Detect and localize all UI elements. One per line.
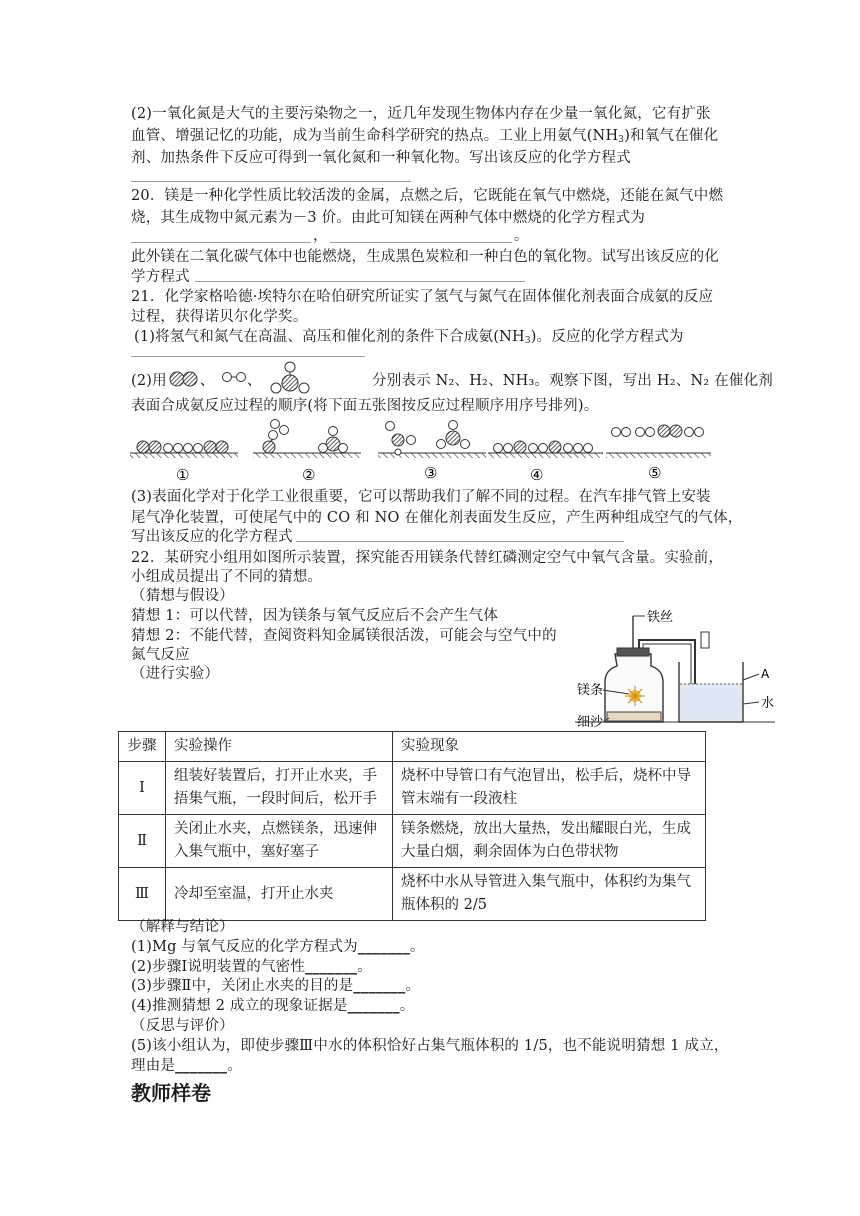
- q22-question-1: (1)Mg 与氧气反应的化学方程式为_______。: [131, 938, 425, 955]
- panel-label-4: ④: [530, 466, 544, 484]
- legend-sep-1: 、: [200, 373, 214, 389]
- q22-hypothesis-2b: 氮气反应: [131, 647, 190, 663]
- answer-blank-5[interactable]: _______: [175, 1057, 228, 1074]
- q22-hypothesis-2a: 猜想 2：不能代替，查阅资料知金属镁很活泼，可能会与空气中的: [131, 628, 557, 644]
- q21-line-2: 过程，获得诺贝尔化学奖。: [131, 309, 308, 325]
- header-operation: 实验操作: [166, 732, 393, 762]
- q19-line-3: 剂、加热条件下反应可得到一氧化氮和一种氧化物。写出该反应的化学方程式: [131, 150, 631, 166]
- q22-hypothesis-1: 猜想 1：可以代替，因为镁条与氧气反应后不会产生气体: [131, 608, 499, 624]
- panel-label-2: ②: [302, 466, 316, 484]
- q21-part2-line-2: 表面合成氨反应过程的顺序(将下面五张图按反应过程顺序用序号排列)。: [131, 398, 599, 414]
- q21-part1: (1)将氢气和氮气在高温、高压和催化剂的条件下合成氨$(NH_3)$。反应的化学方程式为: [134, 329, 684, 346]
- q20-separator: ，: [313, 228, 328, 244]
- q22-question-2: (2)步骤Ⅰ说明装置的气密性_______。: [131, 958, 372, 975]
- header-observation: 实验现象: [393, 732, 706, 762]
- answer-blank-3[interactable]: _______: [353, 977, 406, 994]
- apparatus-figure: [575, 604, 785, 734]
- row-operation: 冷却至室温，打开止水夹: [166, 868, 393, 921]
- q20-line-2: 烧，其生成物中氮元素为－3 价。由此可知镁在两种气体中燃烧的化学方程式为: [131, 210, 646, 226]
- row-observation: 烧杯中水从导管进入集气瓶中，体积约为集气瓶体积的 2/5: [393, 868, 706, 921]
- mg-flame-icon: [625, 686, 645, 706]
- q20-blank-c[interactable]: [195, 281, 525, 282]
- row-step: Ⅰ: [119, 762, 166, 815]
- answer-blank-1[interactable]: _______: [357, 938, 411, 955]
- q22-reflect-title: （反思与评价）: [131, 1018, 234, 1034]
- q21-part3-blank[interactable]: [296, 541, 624, 542]
- water-label: 水: [761, 696, 775, 711]
- row-operation: 组装好装置后，打开止水夹，手捂集气瓶，一段时间后，松开手: [166, 762, 393, 815]
- q19-line-1: (2)一氧化氮是大气的主要污染物之一，近几年发现生物体内存在少量一氧化氮，它有扩张: [131, 106, 711, 122]
- panel-label-3: ③: [424, 464, 438, 482]
- molecule-legend: [165, 357, 365, 397]
- q21-part2-head: (2)用: [131, 373, 167, 389]
- q20-line-5: 学方程式: [131, 269, 190, 285]
- q22-line-2: 小组成员提出了不同的猜想。: [131, 569, 323, 585]
- wire-label: 铁丝: [647, 610, 674, 625]
- header-step: 步骤: [119, 732, 166, 762]
- ribbon-label: 镁条: [577, 683, 604, 698]
- panel-1: [130, 441, 238, 484]
- n2-molecule-icon: [170, 372, 197, 386]
- row-step: Ⅱ: [119, 815, 166, 868]
- legend-sep-2: 、: [247, 373, 261, 389]
- q22-question-5-line-2: 理由是_______。: [131, 1057, 242, 1074]
- q22-question-3: (3)步骤Ⅱ中，关闭止水夹的目的是_______。: [131, 977, 421, 994]
- panel-label-1: ①: [176, 466, 190, 484]
- q20-line-3-end: 。: [514, 228, 529, 244]
- answer-blank-4[interactable]: _______: [347, 997, 400, 1014]
- row-observation: 镁条燃烧，放出大量热，发出耀眼白光，生成大量白烟，剩余固体为白色带状物: [393, 815, 706, 868]
- q22-conclusion-title: （解释与结论）: [131, 919, 234, 935]
- q22-question-5-line-1: (5)该小组认为，即使步骤Ⅲ中水的体积恰好占集气瓶体积的 1/5，也不能说明猜想 1 成立，: [131, 1038, 729, 1054]
- table-row: [119, 762, 706, 815]
- q21-part3-line-2: 尾气净化装置，可使尾气中的 CO 和 NO 在催化剂表面发生反应，产生两种组成空气的气体，: [131, 510, 743, 526]
- row-operation: 关闭止水夹，点燃镁条，迅速伸入集气瓶中，塞好塞子: [166, 815, 393, 868]
- row-observation: 烧杯中导管口有气泡冒出，松手后，烧杯中导管末端有一段液柱: [393, 762, 706, 815]
- q19-line-2: 血管、增强记忆的功能，成为当前生命科学研究的热点。工业上用氨气$(NH_3)$和氧气在催化: [131, 128, 719, 145]
- q21-part2-tail: 分别表示 N₂、H₂、NH₃。观察下图，写出 H₂、N₂ 在催化剂: [372, 373, 773, 389]
- q22-line-1: 22．某研究小组用如图所示装置，探究能否用镁条代替红磷测定空气中氧气含量。实验前，: [131, 550, 724, 566]
- table-header-row: [119, 732, 706, 762]
- row-step: Ⅲ: [119, 868, 166, 921]
- sand-label: 细沙: [577, 715, 604, 730]
- marker-label: A: [761, 667, 770, 681]
- q21-part3-line-1: (3)表面化学对于化学工业很重要，它可以帮助我们了解不同的过程。在汽车排气管上安装: [131, 489, 711, 505]
- q20-blank-b[interactable]: [330, 242, 512, 243]
- q22-experiment-title: （进行实验）: [131, 666, 220, 682]
- panel-3: [378, 421, 486, 483]
- q20-line-1: 20．镁是一种化学性质比较活泼的金属，点燃之后，它既能在氧气中燃烧，还能在氮气中燃: [131, 188, 724, 204]
- h2-molecule-icon: [223, 373, 246, 382]
- experiment-table: [118, 731, 706, 921]
- nh3-molecule-icon: [271, 362, 309, 393]
- catalyst-surface-panels: [128, 418, 713, 484]
- panel-label-5: ⑤: [648, 464, 662, 482]
- q19-answer-blank[interactable]: [131, 181, 411, 182]
- answer-blank-2[interactable]: _______: [305, 958, 358, 975]
- panel-4: [488, 441, 603, 484]
- q22-question-4: (4)推测猜想 2 成立的现象证据是_______。: [131, 997, 415, 1014]
- q22-hypothesis-title: （猜想与假设）: [131, 588, 234, 604]
- table-row: [119, 868, 706, 921]
- q21-line-1: 21．化学家格哈德·埃特尔在哈伯研究所证实了氢气与氮气在固体催化剂表面合成氨的反应: [131, 289, 714, 305]
- panel-2: [253, 420, 361, 485]
- q20-line-4: 此外镁在二氧化碳气体中也能燃烧，生成黑色炭粒和一种白色的氧化物。试写出该反应的化: [131, 249, 719, 265]
- footer-heading: 教师样卷: [131, 1081, 211, 1105]
- table-row: [119, 815, 706, 868]
- q20-blank-a[interactable]: [131, 242, 311, 243]
- q21-part3-line-3: 写出该反应的化学方程式: [131, 529, 293, 545]
- panel-5: [606, 425, 711, 482]
